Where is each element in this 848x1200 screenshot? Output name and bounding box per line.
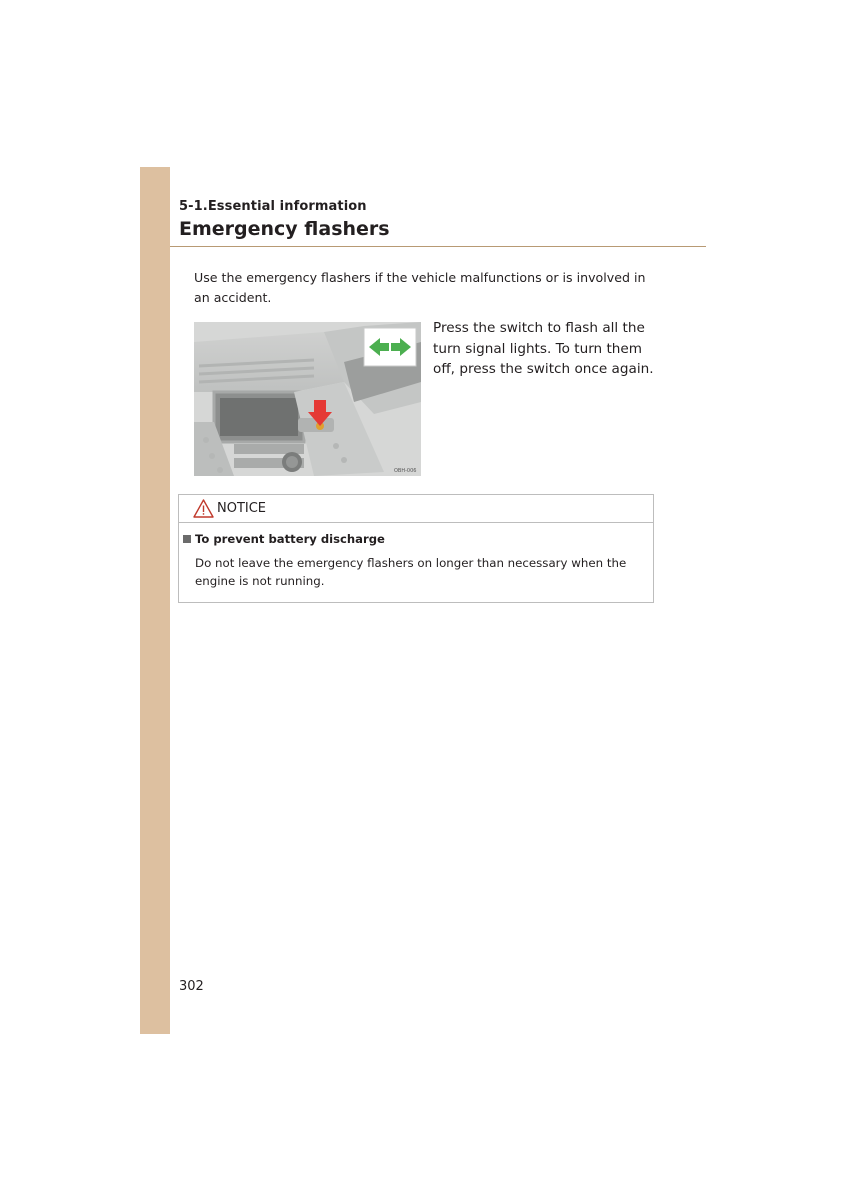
square-bullet-icon	[183, 535, 191, 543]
notice-subheading	[183, 532, 385, 546]
notice-subheading-text: To prevent battery discharge	[195, 532, 385, 546]
figure-caption: Press the switch to flash all the turn signal lights. To turn them off, press the switch once again.	[433, 320, 654, 377]
page-number: 302	[179, 979, 204, 994]
notice-label: NOTICE	[217, 501, 267, 516]
figure-code: OBH-006	[394, 468, 417, 474]
intro-paragraph: Use the emergency flashers if the vehicle malfunctions or is involved in an accident.	[194, 270, 646, 305]
page-title: Emergency flashers	[179, 218, 390, 240]
chapter-tab-bar	[140, 167, 170, 1034]
notice-header	[179, 495, 653, 523]
dashboard-illustration	[194, 322, 421, 476]
notice-body: Do not leave the emergency flashers on longer than necessary when the engine is not running.	[195, 556, 627, 588]
section-label: 5-1.Essential information	[179, 199, 367, 214]
warning-triangle-icon	[193, 499, 214, 518]
title-divider	[170, 246, 706, 247]
notice-box	[178, 494, 654, 603]
